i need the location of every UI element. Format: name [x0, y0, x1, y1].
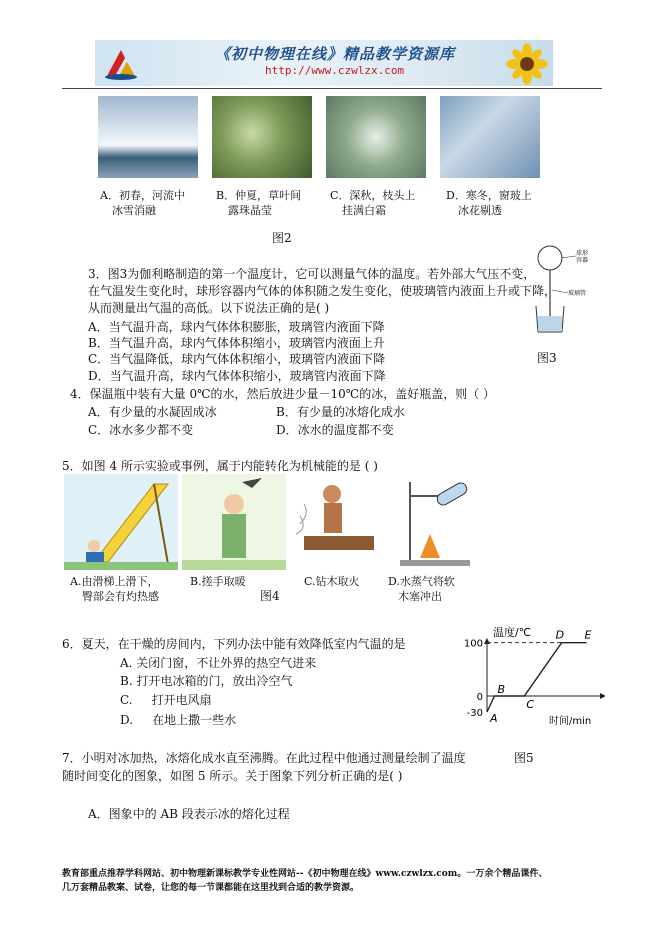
fig3-part-tube: 玻璃管 [568, 290, 587, 297]
q4-option-c: C．冰水多少都不变 [88, 423, 194, 437]
q3-stem-line-1: 3．图3为伽利略制造的第一个温度计，它可以测量气体的温度。若外部大气压不变， [88, 267, 536, 281]
fig5-temperature-time-chart [455, 626, 605, 738]
fig4-caption-d-2: 木塞冲出 [398, 590, 442, 603]
logo-icon [101, 44, 141, 82]
q6-option-a: A. 关闭门窗，不让外界的热空气进来 [120, 656, 317, 670]
fig3-part-bulb-2: 容器 [576, 257, 589, 264]
chart-y-tick-label: 0 [476, 692, 483, 703]
chart-point-label: E [584, 628, 592, 642]
fig2-label: 图2 [272, 231, 292, 245]
fig4-caption-d-1: D.水蒸气将软 [388, 575, 455, 588]
fig3-label: 图3 [537, 351, 557, 365]
q3-stem-line-2: 在气温发生变化时，球形容器内气体的体积随之发生变化，使玻璃管内液面上升或下降， [88, 284, 557, 298]
sunflower-icon [503, 42, 551, 86]
header-rule [62, 88, 602, 89]
chart-point-label: A [490, 712, 498, 725]
q3-option-c: C．当气温降低，球内气体体积缩小，玻璃管内液面下降 [88, 352, 386, 366]
q6-option-d: D. 在地上撒一些水 [120, 713, 237, 727]
q3-option-b: B．当气温升高，球内气体体积缩小，玻璃管内液面上升 [88, 336, 385, 350]
q4-option-d: D．冰水的温度都不变 [276, 423, 394, 437]
q4-option-b: B．有少量的冰熔化成水 [276, 405, 405, 419]
fig2-caption-c-1: C．深秋，枝头上 [330, 189, 416, 202]
q7-stem-line-1: 7．小明对冰加热，冰熔化成水直至沸腾。在此过程中他通过测量绘制了温度 [62, 751, 466, 765]
header-url: http://www.czwlzx.com [265, 64, 405, 77]
fig4-caption-a-2: 臀部会有灼热感 [82, 590, 159, 603]
footer-line-2: 几万套精品教案、试卷，让您的每一节课都能在这里找到合适的教学资源。 [62, 883, 360, 893]
fig2-caption-a-2: 冰雪消融 [112, 204, 156, 217]
header-banner [95, 40, 553, 86]
q3-option-d: D．当气温升高，球内气体体积缩小，玻璃管内液面下降 [88, 369, 386, 383]
fig2-caption-b-1: B．仲夏，草叶间 [216, 189, 302, 202]
fig2-caption-c-2: 挂满白霜 [342, 204, 386, 217]
q6-option-c: C. 打开电风扇 [120, 693, 212, 707]
photo-dew-on-grass [212, 96, 312, 178]
q7-option-a: A．图象中的 AB 段表示冰的熔化过程 [88, 807, 290, 821]
q3-option-a: A．当气温升高，球内气体体积膨胀，玻璃管内液面下降 [88, 320, 385, 334]
fig4-label: 图4 [260, 589, 280, 603]
fig4-drilling-wood-fire-illustration [290, 474, 386, 570]
chart-point-label: C [526, 698, 535, 711]
fig2-caption-a-1: A．初春，河流中 [100, 189, 185, 202]
chart-x-axis-label: 时间/min [549, 716, 592, 727]
chart-y-tick-label: -30 [466, 708, 483, 719]
photo-melting-ice [98, 96, 198, 178]
fig4-steam-cork-illustration [390, 474, 480, 570]
q6-option-b: B. 打开电冰箱的门，放出冷空气 [120, 674, 293, 688]
footer-line-1: 教育部重点推荐学科网站、初中物理新课标教学专业性网站--《初中物理在线》www.czwlzx.com。一万余个精品课件、 [62, 869, 548, 879]
chart-point-label: B [497, 683, 506, 696]
q5-stem: 5．如图 4 所示实验或事例，属于内能转化为机械能的是 ( ) [62, 459, 378, 473]
chart-x-axis-arrow [600, 693, 605, 699]
chart-series-line [487, 643, 587, 712]
chart-y-tick-label: 100 [463, 638, 483, 650]
fig4-caption-b: B.搓手取暖 [190, 575, 246, 588]
fig2-caption-d-2: 冰花剔透 [458, 204, 502, 217]
fig3-part-bulb-1: 球形 [576, 250, 589, 257]
header-title: 《初中物理在线》精品教学资源库 [215, 45, 456, 63]
q4-stem: 4．保温瓶中装有大量 0℃的水，然后放进少量－10℃的冰，盖好瓶盖，则（ ） [70, 387, 496, 401]
q4-option-a: A．有少量的水凝固成冰 [88, 405, 217, 419]
chart-point-label: D [555, 628, 565, 642]
fig2-caption-d-1: D．寒冬，窗玻上 [446, 189, 532, 202]
q7-stem-line-2: 随时间变化的图象，如图 5 所示。关于图象下列分析正确的是( ) [62, 769, 403, 783]
fig3-thermometer-diagram [528, 240, 598, 340]
photo-window-frost [440, 96, 540, 178]
fig4-rubbing-hands-illustration [182, 474, 286, 570]
fig4-slide-illustration [64, 474, 178, 570]
photo-frost-on-branch [326, 96, 426, 178]
chart-y-axis-label: 温度/℃ [493, 626, 532, 639]
fig4-caption-c: C.钻木取火 [304, 575, 360, 588]
q6-stem: 6．夏天，在干燥的房间内，下列办法中能有效降低室内气温的是 [62, 637, 406, 651]
fig5-label: 图5 [514, 751, 534, 765]
fig4-caption-a-1: A.由滑梯上滑下， [70, 575, 159, 588]
fig2-caption-b-2: 露珠晶莹 [228, 204, 272, 217]
q3-stem-line-3: 从而测量出气温的高低。以下说法正确的是( ) [88, 301, 330, 315]
